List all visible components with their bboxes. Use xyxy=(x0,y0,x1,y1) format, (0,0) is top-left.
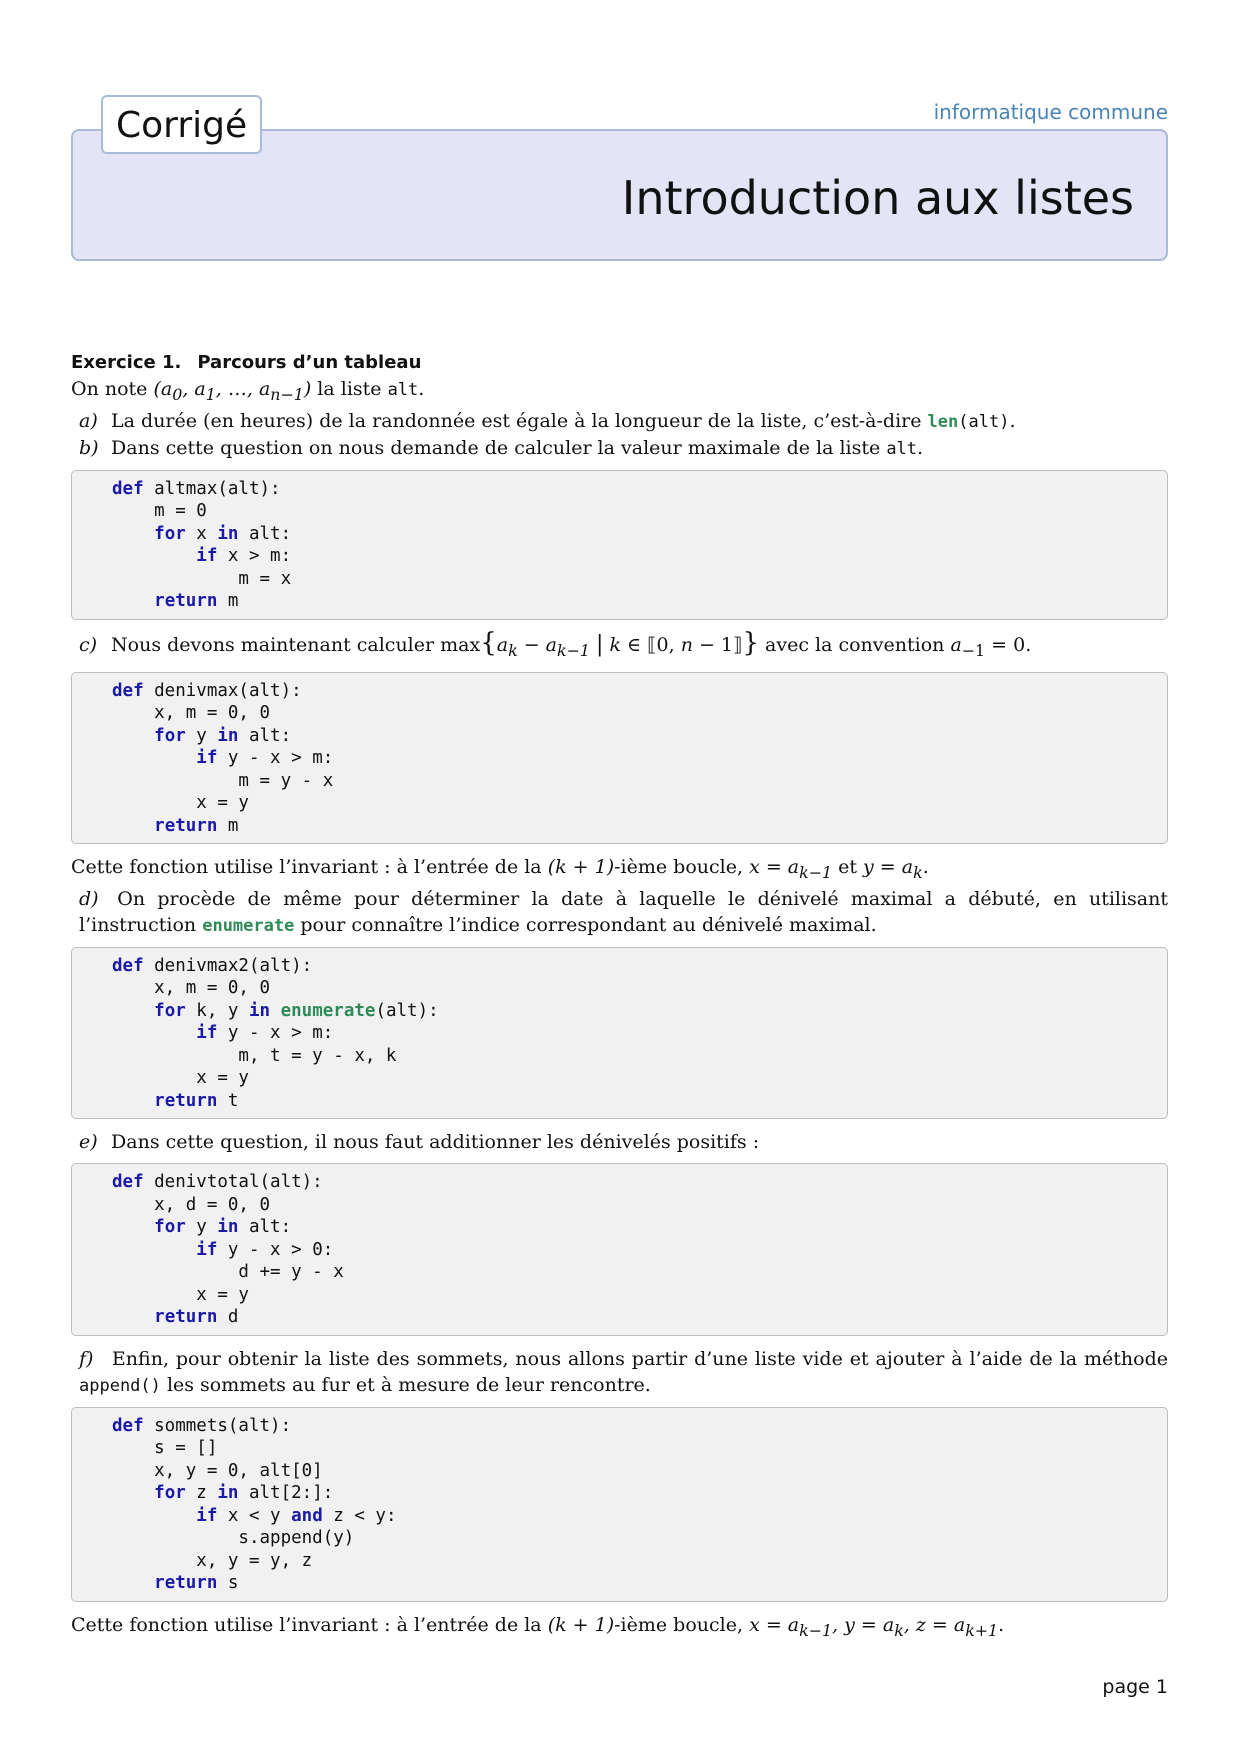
exercise-intro xyxy=(71,376,1168,408)
code-line: for y in alt: xyxy=(154,725,292,746)
intro-text-2: la liste xyxy=(317,378,382,400)
page-title: Introduction aux listes xyxy=(621,171,1134,225)
document-body xyxy=(71,350,1168,1644)
math-expression: (k + 1) xyxy=(547,856,615,879)
question-text: Enfin, pour obtenir la liste des sommets, nous allons partir d’une liste vide et ajouter à l’aide de la méthode xyxy=(111,1347,1168,1370)
question-text: La durée (en heures) de la randonnée est égale à la longueur de la liste, c’est-à-dire xyxy=(111,409,922,432)
math-expression: $x = a_{k-1}$, $y = a_k$, $z = a_{k+1}$ xyxy=(749,1613,999,1640)
exercise-title: Parcours d’un tableau xyxy=(197,352,422,373)
math-expression: (k + 1) xyxy=(547,1613,615,1636)
exercise-heading xyxy=(71,350,1168,376)
code-line: x = y xyxy=(112,1068,249,1089)
code-line: d += y - x xyxy=(112,1262,344,1283)
code-line: x, m = 0, 0 xyxy=(112,978,271,999)
code-line: if y - x > m: xyxy=(196,748,334,769)
code-line: x, y = y, z xyxy=(112,1550,313,1571)
intro-math: ($a_0$, $a_1$, …, $a_{n-1}$) xyxy=(153,378,312,404)
math-convention: $a_{-1} = 0$ xyxy=(950,633,1026,660)
question-label: f) xyxy=(79,1347,94,1370)
question-f xyxy=(71,1346,1168,1399)
intro-end: . xyxy=(418,378,425,400)
question-text: Dans cette question, il nous faut additionner les dénivelés positifs : xyxy=(111,1131,760,1154)
code-line: return s xyxy=(154,1573,239,1594)
question-text-2: pour connaître l’indice correspondant au dénivelé maximal. xyxy=(300,913,877,936)
code-line: s.append(y) xyxy=(112,1528,355,1549)
code-line: def sommets(alt): xyxy=(112,1415,292,1436)
inline-code: alt xyxy=(886,438,918,459)
code-line: return m xyxy=(154,815,239,836)
math-expression: $y = a_k$ xyxy=(863,856,923,882)
code-line: m, t = y - x, k xyxy=(112,1045,397,1066)
code-line: return d xyxy=(154,1307,239,1328)
question-e xyxy=(71,1129,1168,1155)
code-block-denivmax2 xyxy=(71,947,1168,1120)
code-line: def altmax(alt): xyxy=(112,478,281,499)
code-line: x = y xyxy=(112,793,249,814)
code-line: if x > m: xyxy=(196,546,292,567)
code-line: x, y = 0, alt[0] xyxy=(112,1460,323,1481)
question-text-2: les sommets au fur et à mesure de leur rencontre. xyxy=(166,1373,651,1396)
question-a: a) La durée (en heures) de la randonnée est égale à la longueur de la liste, c’est-à-dire len(alt). xyxy=(79,409,1016,432)
code-line: x, m = 0, 0 xyxy=(112,703,271,724)
invariant-note-c: Cette fonction utilise l’invariant : à l’entrée de la (k + 1)-ième boucle, $x = a_{k-1}$ et $y = a_k$. xyxy=(71,856,929,882)
code-line: def denivmax2(alt): xyxy=(112,955,313,976)
code-line: return t xyxy=(154,1090,239,1111)
question-label: d) xyxy=(79,887,99,910)
question-text-2: avec la convention xyxy=(765,633,945,656)
code-line: s = [] xyxy=(112,1438,218,1459)
question-label: b) xyxy=(79,436,99,459)
code-line: return m xyxy=(154,591,239,612)
question-d xyxy=(71,886,1168,939)
page-number: page 1 xyxy=(1102,1676,1168,1698)
math-expression: $x = a_{k-1}$ xyxy=(749,856,833,882)
code-line: for y in alt: xyxy=(154,1217,292,1238)
code-line: m = x xyxy=(112,568,292,589)
question-text: Dans cette question on nous demande de calculer la valeur maximale de la liste xyxy=(111,436,881,459)
intro-code: alt xyxy=(387,380,419,400)
code-line: m = y - x xyxy=(112,770,334,791)
inline-code: len(alt) xyxy=(927,411,1010,432)
inline-code: enumerate xyxy=(202,915,295,936)
code-line: if y - x > m: xyxy=(196,1023,334,1044)
code-block-denivmax xyxy=(71,672,1168,845)
code-line: m = 0 xyxy=(112,501,207,522)
code-line: def denivtotal(alt): xyxy=(112,1172,323,1193)
code-line: x = y xyxy=(112,1284,249,1305)
code-line: x, d = 0, 0 xyxy=(112,1194,271,1215)
code-line: if y - x > 0: xyxy=(196,1239,334,1260)
invariant-note-f: Cette fonction utilise l’invariant : à l’entrée de la (k + 1)-ième boucle, $x = a_{k-1}$, $y = a_k$, $z = a_{k+1}$. xyxy=(71,1613,1005,1640)
question-c: c) Nous devons maintenant calculer $\max\{a_k - a_{k-1}$ | k ∈ ⟦0, n − 1⟧} avec la convention $a_{-1} = 0$. xyxy=(79,627,1032,660)
inline-code: append() xyxy=(79,1375,161,1396)
question-label: e) xyxy=(79,1131,98,1154)
corrige-tag: Corrigé xyxy=(101,95,262,154)
code-line: if x < y and z < y: xyxy=(196,1505,397,1526)
question-text: Nous devons maintenant calculer xyxy=(111,633,435,656)
code-line: def denivmax(alt): xyxy=(112,680,302,701)
question-b: b) Dans cette question on nous demande de calculer la valeur maximale de la liste alt. xyxy=(79,436,924,459)
code-line: for k, y in enumerate(alt): xyxy=(154,1000,439,1021)
code-line: for z in alt[2:]: xyxy=(154,1483,334,1504)
math-expression: $\max\{a_k - a_{k-1}$ | k ∈ ⟦0, n − 1⟧} xyxy=(440,627,759,660)
exercise-number: Exercice 1. xyxy=(71,352,182,373)
subject-label: informatique commune xyxy=(933,100,1168,124)
code-line: for x in alt: xyxy=(154,523,292,544)
question-label: c) xyxy=(79,633,98,656)
code-block-altmax xyxy=(71,470,1168,620)
code-block-sommets xyxy=(71,1407,1168,1602)
intro-text: On note xyxy=(71,378,148,400)
code-block-denivtotal xyxy=(71,1163,1168,1336)
question-text: On procède de même pour déterminer la date à laquelle le dénivelé maximal a débuté, en utilisant l’instruction xyxy=(79,887,1169,936)
question-label: a) xyxy=(79,409,98,432)
